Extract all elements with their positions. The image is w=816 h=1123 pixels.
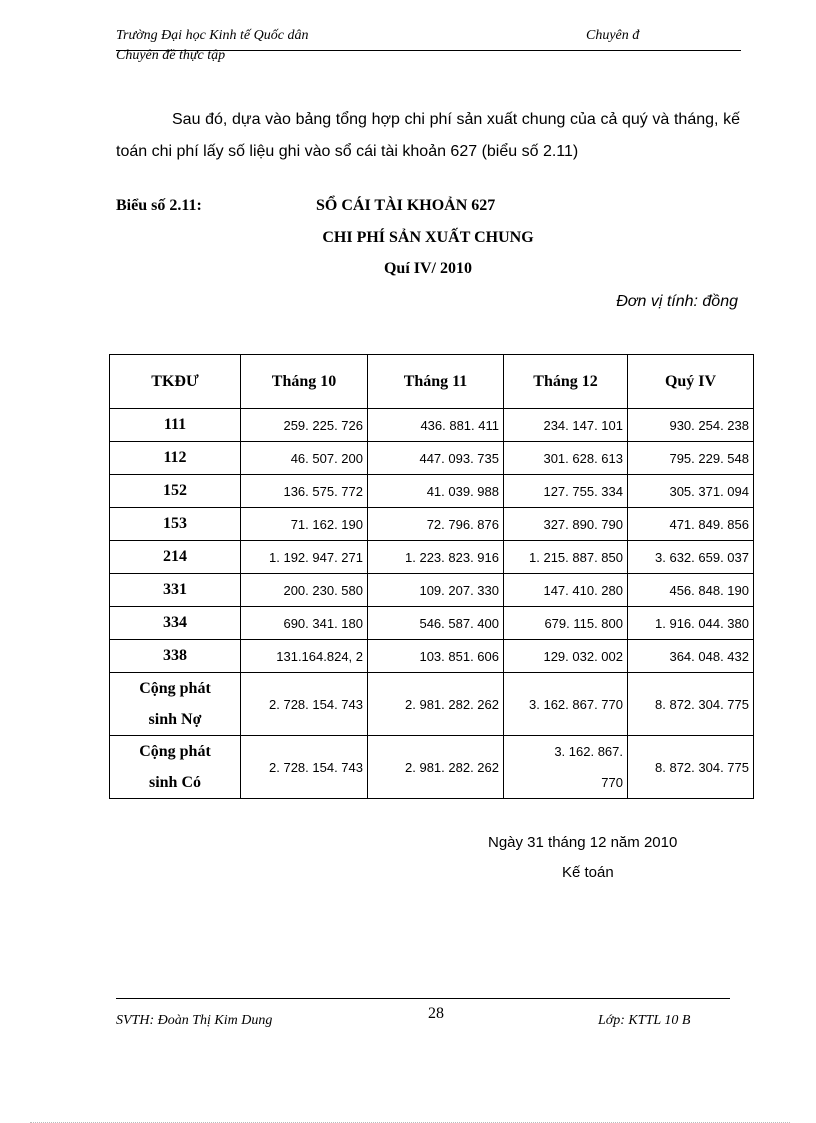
- month-10-cell: 71. 162. 190: [241, 508, 368, 541]
- total-debit-row: [110, 673, 754, 736]
- quarter-4-cell: 305. 371. 094: [628, 475, 754, 508]
- ledger-subtitle: CHI PHÍ SẢN XUẤT CHUNG: [322, 229, 534, 246]
- month-10-cell: 1. 192. 947. 271: [241, 541, 368, 574]
- ledger-period: Quí IV/ 2010: [383, 260, 472, 277]
- month-12-cell: 679. 115. 800: [504, 607, 628, 640]
- month-12-cell: 234. 147. 101: [504, 409, 628, 442]
- month-10-cell: 131.164.824, 2: [241, 640, 368, 673]
- total-debit-month-10: 2. 728. 154. 743: [241, 673, 368, 736]
- account-cell: 334: [110, 607, 241, 640]
- table-header-row: [110, 355, 754, 409]
- footer-class: Lớp: KTTL 10 B: [598, 1013, 691, 1028]
- col-header-month-12: Tháng 12: [504, 355, 628, 409]
- month-10-cell: 200. 230. 580: [241, 574, 368, 607]
- signature-date: Ngày 31 tháng 12 năm 2010: [488, 834, 678, 851]
- month-10-cell: 259. 225. 726: [241, 409, 368, 442]
- account-cell: 214: [110, 541, 241, 574]
- total-debit-month-11: 2. 981. 282. 262: [368, 673, 504, 736]
- header-subtitle: Chuyên đề thực tập: [116, 48, 226, 63]
- table-row: [110, 640, 754, 673]
- month-12-cell: 127. 755. 334: [504, 475, 628, 508]
- total-credit-month-12: [504, 736, 628, 799]
- total-credit-month-10: 2. 728. 154. 743: [241, 736, 368, 799]
- total-credit-row: [110, 736, 754, 799]
- total-credit-label-line2: sinh Có: [148, 774, 202, 791]
- table-row: [110, 508, 754, 541]
- month-11-cell: 1. 223. 823. 916: [368, 541, 504, 574]
- account-cell: 338: [110, 640, 241, 673]
- total-credit-label: [110, 736, 241, 799]
- account-cell: 112: [110, 442, 241, 475]
- ledger-table: [109, 354, 754, 799]
- col-header-month-10: Tháng 10: [241, 355, 368, 409]
- total-credit-quarter-4: 8. 872. 304. 775: [628, 736, 754, 799]
- month-11-cell: 41. 039. 988: [368, 475, 504, 508]
- month-11-cell: 72. 796. 876: [368, 508, 504, 541]
- account-cell: 153: [110, 508, 241, 541]
- total-credit-label-line1: Cộng phát: [139, 743, 211, 760]
- total-credit-month-12-line2: 770: [601, 775, 623, 790]
- unit-label: Đơn vị tính: đồng: [616, 293, 738, 310]
- col-header-account: TKĐƯ: [110, 355, 241, 409]
- footer-rule: [116, 998, 730, 999]
- month-12-cell: 301. 628. 613: [504, 442, 628, 475]
- table-row: [110, 475, 754, 508]
- table-row: [110, 607, 754, 640]
- quarter-4-cell: 456. 848. 190: [628, 574, 754, 607]
- quarter-4-cell: 3. 632. 659. 037: [628, 541, 754, 574]
- month-11-cell: 447. 093. 735: [368, 442, 504, 475]
- quarter-4-cell: 795. 229. 548: [628, 442, 754, 475]
- col-header-quarter-4: Quý IV: [628, 355, 754, 409]
- quarter-4-cell: 471. 849. 856: [628, 508, 754, 541]
- month-12-cell: 327. 890. 790: [504, 508, 628, 541]
- month-10-cell: 690. 341. 180: [241, 607, 368, 640]
- month-12-cell: 129. 032. 002: [504, 640, 628, 673]
- quarter-4-cell: 364. 048. 432: [628, 640, 754, 673]
- table-row: [110, 442, 754, 475]
- total-debit-label-line1: Cộng phát: [139, 680, 211, 697]
- month-11-cell: 103. 851. 606: [368, 640, 504, 673]
- form-label: Biểu số 2.11:: [116, 197, 202, 214]
- total-debit-quarter-4: 8. 872. 304. 775: [628, 673, 754, 736]
- total-debit-month-12: 3. 162. 867. 770: [504, 673, 628, 736]
- quarter-4-cell: 930. 254. 238: [628, 409, 754, 442]
- col-header-month-11: Tháng 11: [368, 355, 504, 409]
- month-11-cell: 436. 881. 411: [368, 409, 504, 442]
- table-row: [110, 574, 754, 607]
- quarter-4-cell: 1. 916. 044. 380: [628, 607, 754, 640]
- signature-role: Kế toán: [562, 864, 614, 881]
- month-12-cell: 147. 410. 280: [504, 574, 628, 607]
- month-10-cell: 46. 507. 200: [241, 442, 368, 475]
- footer-student: SVTH: Đoàn Thị Kim Dung: [116, 1013, 273, 1028]
- total-credit-month-12-line1: 3. 162. 867.: [554, 744, 623, 759]
- ledger-title: SỔ CÁI TÀI KHOẢN 627: [316, 197, 496, 214]
- month-10-cell: 136. 575. 772: [241, 475, 368, 508]
- page-number: 28: [428, 1005, 444, 1022]
- month-12-cell: 1. 215. 887. 850: [504, 541, 628, 574]
- month-11-cell: 109. 207. 330: [368, 574, 504, 607]
- account-cell: 152: [110, 475, 241, 508]
- account-cell: 331: [110, 574, 241, 607]
- month-11-cell: 546. 587. 400: [368, 607, 504, 640]
- table-row: [110, 409, 754, 442]
- total-debit-label: [110, 673, 241, 736]
- header-school: Trường Đại học Kinh tế Quốc dân: [116, 28, 309, 43]
- table-row: [110, 541, 754, 574]
- total-credit-month-11: 2. 981. 282. 262: [368, 736, 504, 799]
- header-topic: Chuyên đ: [586, 28, 640, 43]
- total-debit-label-line2: sinh Nợ: [148, 711, 202, 728]
- intro-paragraph: Sau đó, dựa vào bảng tổng hợp chi phí sản xuất chung của cả quý và tháng, kế toán chi phí lấy số liệu ghi vào sổ cái tài khoản 627 (biểu số 2.11): [116, 111, 740, 160]
- account-cell: 111: [110, 409, 241, 442]
